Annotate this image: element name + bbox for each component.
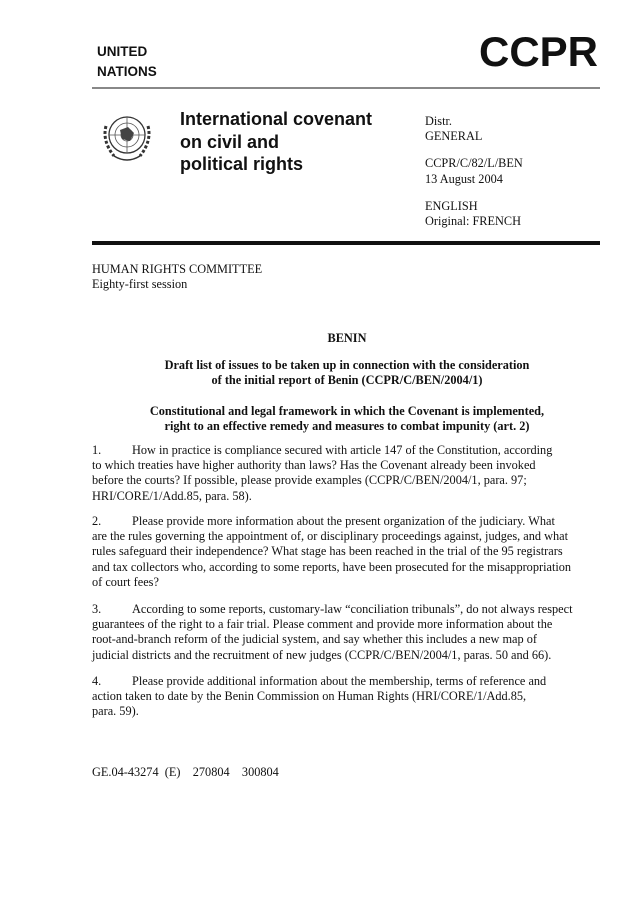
paragraph-line: According to some reports, customary-law “conciliation tribunals”, do not always respect — [132, 602, 573, 616]
job-number-footer: GE.04-43274 (E) 270804 300804 — [92, 765, 279, 779]
paragraph-2 — [92, 514, 571, 590]
language: ENGLISH — [425, 198, 478, 213]
org-line: UNITED — [97, 44, 148, 59]
committee-name: HUMAN RIGHTS COMMITTEE — [92, 262, 263, 276]
doc-ref: CCPR/C/82/L/BEN — [425, 156, 523, 171]
paragraph-number: 1. — [92, 443, 102, 457]
doc-date: 13 August 2004 — [425, 171, 503, 186]
un-emblem-icon — [96, 106, 158, 168]
original-language: Original: FRENCH — [425, 213, 521, 228]
paragraph-line: to which treaties have higher authority than laws? Has the Covenant already been invoked — [92, 458, 536, 473]
paragraph-line: of court fees? — [92, 574, 159, 589]
org-line: NATIONS — [97, 64, 157, 79]
title-line: International covenant — [180, 109, 373, 129]
paragraph-line: para. 59). — [92, 704, 139, 719]
paragraph-line: action taken to date by the Benin Commission on Human Rights (HRI/CORE/1/Add.85, — [92, 689, 527, 704]
paragraph-line: are the rules governing the appointment of, or disciplinary proceedings against, judges, and what — [92, 529, 569, 544]
paragraph-line: How in practice is compliance secured with article 147 of the Constitution, according — [132, 443, 553, 457]
paragraph-line: judicial districts and the recruitment of new judges (CCPR/C/BEN/2004/1, paras. 50 and 66). — [92, 647, 552, 662]
paragraph-line: guarantees of the right to a fair trial. Please comment and provide more information about the — [92, 617, 553, 632]
document-symbol: CCPR — [478, 28, 598, 75]
distribution-info — [425, 114, 523, 229]
org-name — [97, 42, 157, 82]
paragraph-1 — [92, 443, 552, 504]
paragraph-line: and tax collectors who, according to some reports, have been prosecuted for the misappropriation — [92, 559, 572, 574]
paragraph-number: 4. — [92, 674, 102, 688]
subheading-line: Constitutional and legal framework in which the Covenant is implemented, — [149, 404, 545, 418]
divider — [92, 87, 600, 89]
paragraph-number: 2. — [92, 514, 102, 528]
main-heading — [92, 358, 602, 388]
committee-info — [92, 262, 262, 292]
country-heading — [92, 331, 602, 346]
title-line: on civil and — [180, 131, 280, 152]
distr-label: Distr. — [425, 114, 452, 128]
distr-value: GENERAL — [425, 129, 483, 144]
paragraph-3 — [92, 602, 573, 663]
paragraph-line: HRI/CORE/1/Add.85, para. 58). — [92, 488, 252, 503]
paragraph-4 — [92, 674, 546, 720]
paragraph-line: Please provide additional information about the membership, terms of reference and — [132, 674, 547, 688]
paragraph-number: 3. — [92, 602, 102, 616]
paragraph-line: before the courts? If possible, please provide examples (CCPR/C/BEN/2004/1, para. 97; — [92, 473, 527, 488]
document-title — [180, 108, 372, 176]
heading-line: Draft list of issues to be taken up in connection with the consideration — [164, 358, 530, 372]
title-line: political rights — [180, 154, 304, 174]
paragraph-line: root-and-branch reform of the judicial system, and say whether this includes a new map of — [92, 632, 537, 647]
section-heading — [92, 404, 602, 434]
session: Eighty-first session — [92, 277, 188, 292]
country: BENIN — [327, 331, 367, 345]
thick-divider — [92, 241, 600, 245]
paragraph-line: rules safeguard their independence? What stage has been reached in the trial of the 95 registrars — [92, 544, 563, 559]
heading-line: of the initial report of Benin (CCPR/C/BEN/2004/1) — [211, 373, 483, 388]
subheading-line: right to an effective remedy and measures to combat impunity (art. 2) — [164, 419, 530, 434]
paragraph-line: Please provide more information about the present organization of the judiciary. What — [132, 514, 555, 528]
